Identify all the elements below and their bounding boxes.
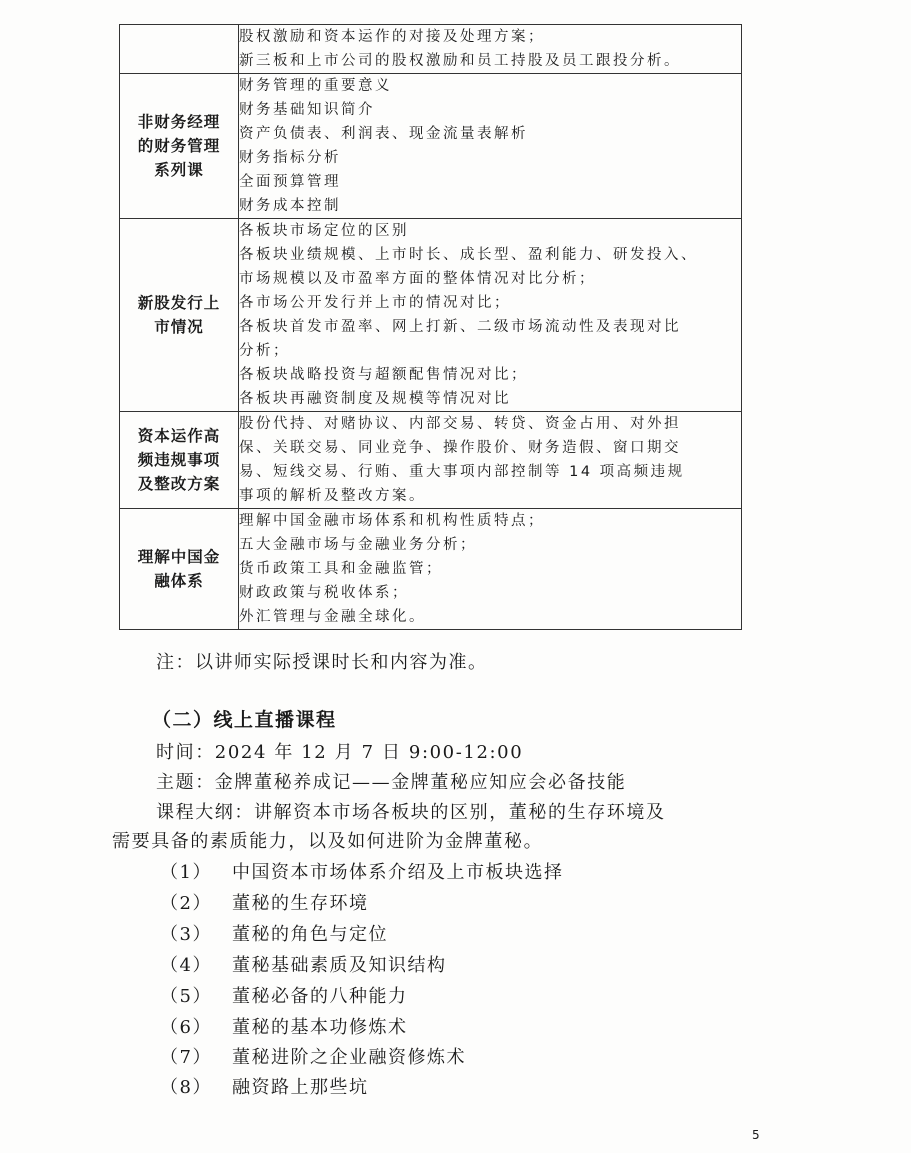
list-item-number: （8） xyxy=(160,1077,212,1098)
category-line: 理解中国金 xyxy=(137,548,221,566)
item-line: 各板块业绩规模、上市时长、成长型、盈利能力、研发投入、 xyxy=(239,247,698,263)
category-line: 频违规事项 xyxy=(137,451,221,469)
item-line: 货币政策工具和金融监管； xyxy=(239,561,443,577)
list-item-text: 董秘的生存环境 xyxy=(232,893,369,914)
course-outline-intro: 课程大纲：讲解资本市场各板块的区别，董秘的生存环境及 xyxy=(156,802,666,823)
table-note: 注：以讲师实际授课时长和内容为准。 xyxy=(156,652,488,673)
description-cell xyxy=(239,74,742,219)
item-line: 各板块首发市盈率、网上打新、二级市场流动性及表现对比 xyxy=(239,319,681,335)
item-line: 保、关联交易、同业竞争、操作股价、财务造假、窗口期交 xyxy=(239,440,681,456)
item-line: 财务管理的重要意义 xyxy=(239,78,392,94)
item-line: 财政政策与税收体系； xyxy=(239,585,409,601)
table-row xyxy=(120,412,742,509)
item-line: 各市场公开发行并上市的情况对比； xyxy=(239,295,511,311)
course-theme: 主题：金牌董秘养成记——金牌董秘应知应会必备技能 xyxy=(156,772,627,793)
list-item-number: （2） xyxy=(160,893,212,914)
category-line: 及整改方案 xyxy=(137,475,221,493)
list-item xyxy=(160,920,388,946)
list-item-text: 董秘的基本功修炼术 xyxy=(232,1017,408,1038)
item-line: 股份代持、对赌协议、内部交易、转贷、资金占用、对外担 xyxy=(239,416,681,432)
category-cell xyxy=(120,74,239,219)
category-line: 非财务经理 xyxy=(137,113,221,131)
page-number: 5 xyxy=(752,1128,760,1142)
item-line: 易、短线交易、行贿、重大事项内部控制等 14 项高频违规 xyxy=(239,464,685,480)
category-line: 市情况 xyxy=(154,318,204,336)
item-line: 股权激励和资本运作的对接及处理方案； xyxy=(239,29,545,45)
list-item xyxy=(160,1043,466,1069)
item-line: 财务基础知识简介 xyxy=(239,102,375,118)
item-line: 外汇管理与金融全球化。 xyxy=(239,609,426,625)
list-item-text: 融资路上那些坑 xyxy=(232,1077,369,1098)
section-title: （二）线上直播课程 xyxy=(152,709,337,731)
list-item-text: 董秘的角色与定位 xyxy=(232,924,388,945)
list-item xyxy=(160,951,447,977)
list-item-text: 中国资本市场体系介绍及上市板块选择 xyxy=(232,862,564,883)
list-item-number: （7） xyxy=(160,1047,212,1068)
item-line: 分析； xyxy=(239,343,290,359)
course-time: 时间：2024 年 12 月 7 日 9:00-12:00 xyxy=(156,742,524,763)
table-row xyxy=(120,219,742,412)
category-line: 系列课 xyxy=(154,161,204,179)
item-line: 新三板和上市公司的股权激励和员工持股及员工跟投分析。 xyxy=(239,53,681,69)
table-row xyxy=(120,25,742,74)
list-item-text: 董秘进阶之企业融资修炼术 xyxy=(232,1047,466,1068)
course-table xyxy=(119,24,742,630)
list-item-number: （4） xyxy=(160,955,212,976)
item-line: 各板块再融资制度及规模等情况对比 xyxy=(239,391,511,407)
category-cell xyxy=(120,219,239,412)
item-line: 各板块市场定位的区别 xyxy=(239,223,409,239)
item-line: 各板块战略投资与超额配售情况对比； xyxy=(239,367,528,383)
category-line: 融体系 xyxy=(154,572,204,590)
description-cell xyxy=(239,25,742,74)
description-cell xyxy=(239,219,742,412)
list-item xyxy=(160,982,408,1008)
table-row xyxy=(120,74,742,219)
item-line: 五大金融市场与金融业务分析； xyxy=(239,537,477,553)
category-cell xyxy=(120,509,239,630)
item-line: 事项的解析及整改方案。 xyxy=(239,488,426,504)
description-cell xyxy=(239,412,742,509)
item-line: 全面预算管理 xyxy=(239,174,341,190)
list-item xyxy=(160,889,369,915)
category-line: 新股发行上 xyxy=(137,294,221,312)
list-item-text: 董秘基础素质及知识结构 xyxy=(232,955,447,976)
list-item xyxy=(160,858,564,884)
list-item-number: （6） xyxy=(160,1017,212,1038)
list-item-number: （5） xyxy=(160,986,212,1007)
list-item xyxy=(160,1073,369,1099)
category-cell xyxy=(120,25,239,74)
description-cell xyxy=(239,509,742,630)
item-line: 市场规模以及市盈率方面的整体情况对比分析； xyxy=(239,271,596,287)
list-item-number: （3） xyxy=(160,924,212,945)
category-cell xyxy=(120,412,239,509)
item-line: 理解中国金融市场体系和机构性质特点； xyxy=(239,513,545,529)
category-line: 的财务管理 xyxy=(137,137,221,155)
list-item-text: 董秘必备的八种能力 xyxy=(232,986,408,1007)
category-line: 资本运作高 xyxy=(137,427,221,445)
list-item xyxy=(160,1013,408,1039)
item-line: 财务成本控制 xyxy=(239,198,341,214)
list-item-number: （1） xyxy=(160,862,212,883)
course-outline-intro-cont: 需要具备的素质能力，以及如何进阶为金牌董秘。 xyxy=(112,831,544,852)
table-row xyxy=(120,509,742,630)
item-line: 财务指标分析 xyxy=(239,150,341,166)
item-line: 资产负债表、利润表、现金流量表解析 xyxy=(239,126,528,142)
